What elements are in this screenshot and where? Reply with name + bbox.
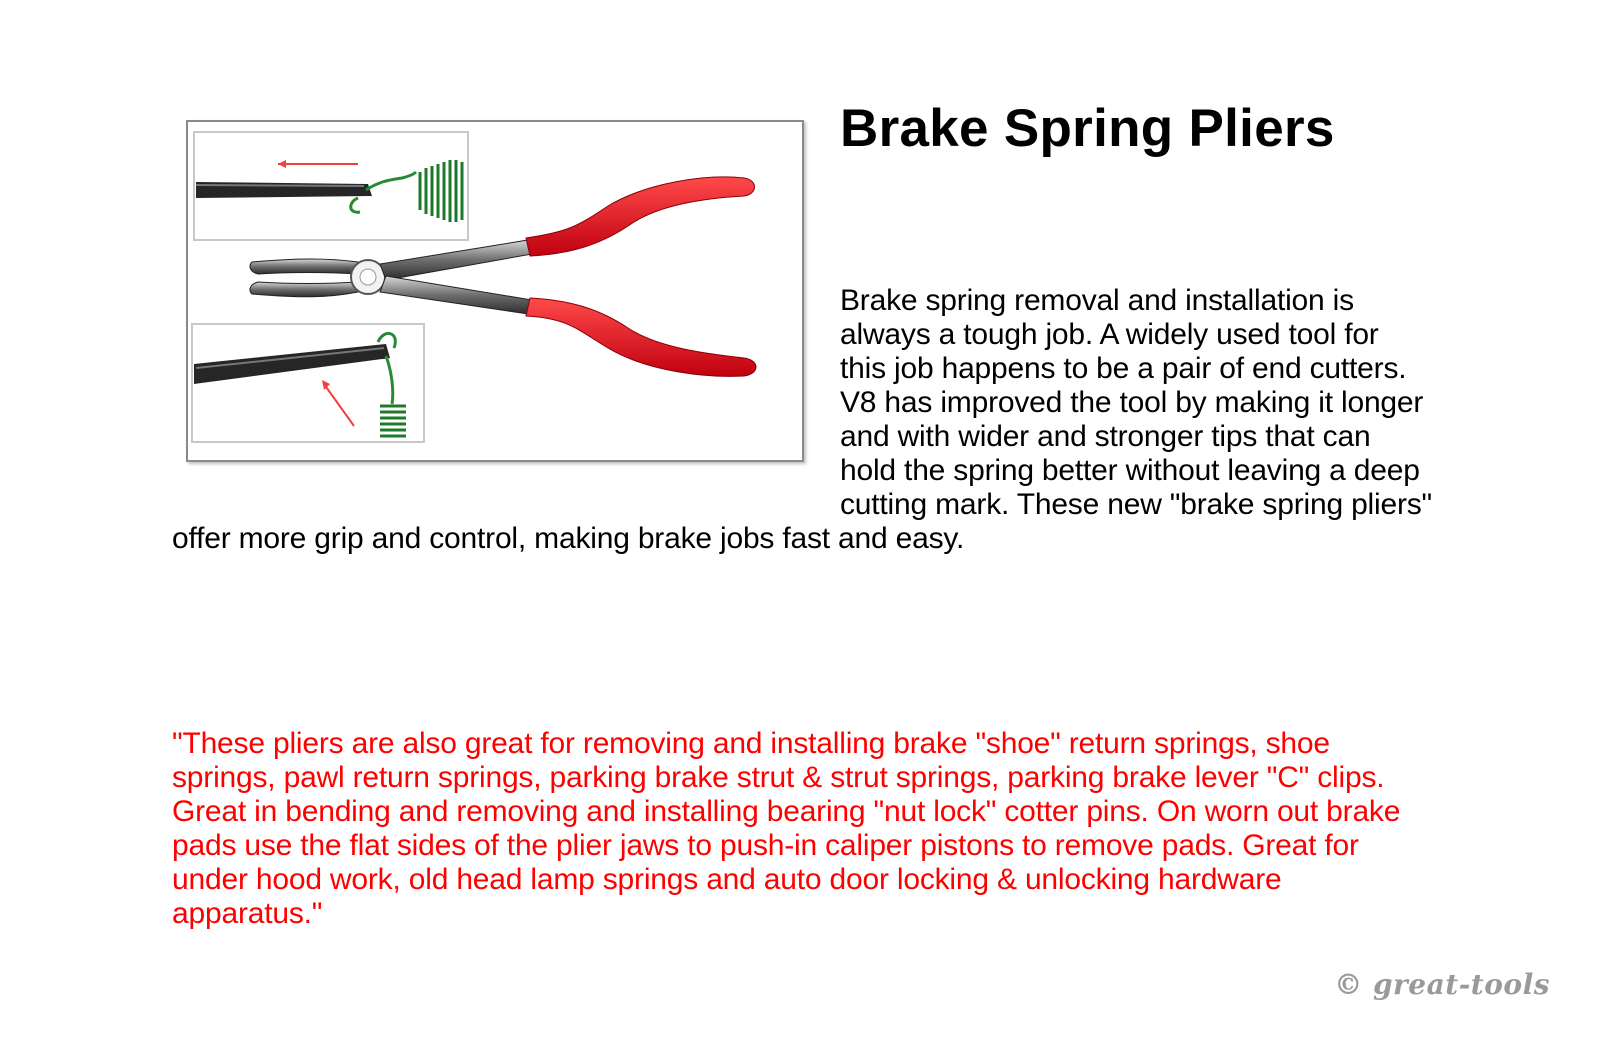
product-section bbox=[172, 100, 1432, 556]
inset-top bbox=[194, 132, 468, 240]
inset-bottom bbox=[192, 324, 424, 442]
product-description: Brake spring removal and installation is always a tough job. A widely used tool for this job happens to be a pair of end cutters. V8 has improved the tool by making it longer and with wider and stronger tips that can hold the spring better without leaving a deep cutting mark. These new "brake spring pliers" offer more grip and control, making brake jobs fast and easy. bbox=[172, 284, 1433, 556]
brake-spring-pliers-illustration-icon bbox=[188, 122, 802, 460]
product-title: Brake Spring Pliers bbox=[840, 99, 1335, 158]
product-image bbox=[186, 120, 804, 462]
copyright-watermark: © great-tools bbox=[1334, 968, 1550, 1001]
quote-text: "These pliers are also great for removing and installing brake "shoe" return springs, shoe springs, pawl return springs, parking brake strut & strut springs, parking brake lever "C" clips. Great in bending and removing and installing bearing "nut lock" cotter pins. On worn out brake pads use the flat sides of the plier jaws to push-in caliper pistons to remove pads. Great for under hood work, old head lamp springs and auto door locking & unlocking hardware apparatus." bbox=[172, 727, 1401, 930]
